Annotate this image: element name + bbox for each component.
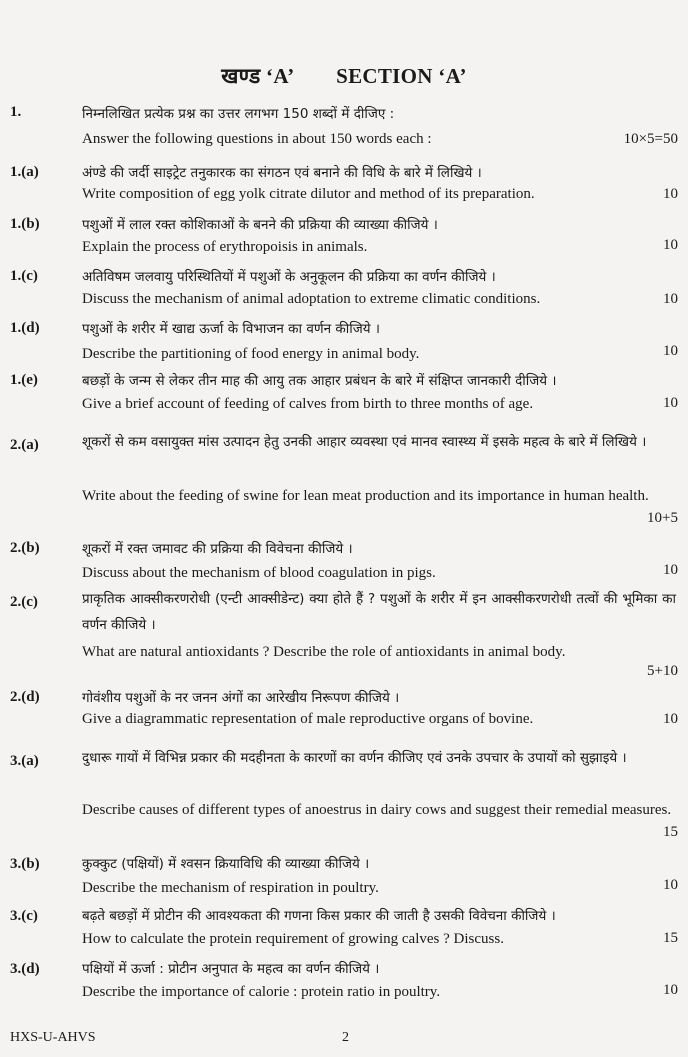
question-marks: 10: [663, 343, 678, 359]
question-marks: 10: [663, 711, 678, 727]
question-english: Give a brief account of feeding of calves from birth to three months of age.: [82, 396, 534, 412]
question-marks: 10: [663, 291, 678, 307]
paper-code: HXS-U-AHVS: [10, 1030, 96, 1045]
question-number: 2.(d): [10, 689, 40, 705]
question-number: 2.(b): [10, 540, 40, 556]
question-english: Explain the process of erythropoisis in animals.: [82, 239, 368, 255]
question-number: 3.(a): [10, 753, 39, 769]
question-number: 1.(a): [10, 164, 39, 180]
question-number: 3.(b): [10, 856, 40, 872]
page-number: 2: [342, 1030, 349, 1045]
question-english: Answer the following questions in about 150 words each :: [82, 131, 432, 147]
question-number: 1.(b): [10, 216, 40, 232]
question-number: 1.(c): [10, 268, 38, 284]
question-number: 3.(d): [10, 961, 40, 977]
question-marks: 10: [663, 186, 678, 202]
question-marks: 10: [663, 877, 678, 893]
question-english: What are natural antioxidants ? Describe the role of antioxidants in animal body.: [82, 644, 566, 660]
question-english: Write composition of egg yolk citrate dilutor and method of its preparation.: [82, 186, 535, 202]
question-marks: 15: [663, 930, 678, 946]
question-hindi: प्राकृतिक आक्सीकरणरोधी (एन्टी आक्सीडेन्ट) क्या होते हैं ? पशुओं के शरीर में इन आक्सीकरणरोधी तत्वों की भूमिका का वर्णन कीजिये ।: [82, 591, 676, 633]
question-marks: 10×5=50: [623, 131, 678, 147]
question-number: 1.: [10, 104, 22, 120]
question-hindi: दुधारू गायों में विभिन्न प्रकार की मदहीनता के कारणों का वर्णन कीजिए एवं उनके उपचार के उपायों को सुझाइये ।: [82, 750, 627, 766]
question-hindi: गोवंशीय पशुओं के नर जनन अंगों का आरेखीय निरूपण कीजिये ।: [82, 690, 400, 706]
question-marks: 10: [663, 562, 678, 578]
question-hindi: बछड़ों के जन्म से लेकर तीन माह की आयु तक आहार प्रबंधन के बारे में संक्षिप्त जानकारी दीजिये ।: [82, 373, 557, 389]
question-hindi: पक्षियों में ऊर्जा : प्रोटीन अनुपात के महत्व का वर्णन कीजिये ।: [82, 961, 380, 977]
section-heading-hindi: खण्ड ‘A’: [221, 64, 295, 88]
question-marks: 15: [663, 824, 678, 840]
question-hindi: पशुओं के शरीर में खाद्य ऊर्जा के विभाजन का वर्णन कीजिये ।: [82, 321, 380, 337]
question-marks: 10: [663, 395, 678, 411]
section-heading-english: SECTION ‘A’: [336, 64, 467, 88]
question-hindi: निम्नलिखित प्रत्येक प्रश्न का उत्तर लगभग 150 शब्दों में दीजिए :: [82, 106, 395, 122]
question-english: How to calculate the protein requirement of growing calves ? Discuss.: [82, 931, 504, 947]
question-hindi: अतिविषम जलवायु परिस्थितियों में पशुओं के अनुकूलन की प्रक्रिया का वर्णन कीजिये ।: [82, 269, 496, 285]
question-english: Write about the feeding of swine for lean meat production and its importance in human health.: [82, 488, 649, 504]
question-number: 2.(a): [10, 437, 39, 453]
question-marks: 10+5: [647, 510, 678, 526]
section-heading: [0, 62, 688, 90]
question-marks: 5+10: [647, 663, 678, 679]
question-english: Discuss the mechanism of animal adoptation to extreme climatic conditions.: [82, 291, 541, 307]
question-english: Describe the partitioning of food energy in animal body.: [82, 346, 420, 362]
question-number: 1.(d): [10, 320, 40, 336]
question-hindi: अंण्डे की जर्दी साइट्रेट तनुकारक का संगठन एवं बनाने की विधि के बारे में लिखिये ।: [82, 165, 482, 181]
question-number: 3.(c): [10, 908, 38, 924]
question-number: 1.(e): [10, 372, 38, 388]
question-english: Give a diagrammatic representation of male reproductive organs of bovine.: [82, 711, 534, 727]
question-hindi: शूकरों में रक्त जमावट की प्रक्रिया की विवेचना कीजिये ।: [82, 541, 353, 557]
question-english: Discuss about the mechanism of blood coagulation in pigs.: [82, 565, 436, 581]
question-english: Describe the mechanism of respiration in poultry.: [82, 880, 379, 896]
question-english: Describe causes of different types of anoestrus in dairy cows and suggest their remedial measures.: [82, 802, 672, 818]
question-hindi: शूकरों से कम वसायुक्त मांस उत्पादन हेतु उनकी आहार व्यवस्था एवं मानव स्वास्थ्य में इसके महत्व के बारे में लिखिये ।: [82, 434, 647, 450]
question-marks: 10: [663, 982, 678, 998]
question-hindi: कुक्कुट (पक्षियों) में श्वसन क्रियाविधि की व्याख्या कीजिये ।: [82, 856, 370, 872]
question-hindi: बढ़ते बछड़ों में प्रोटीन की आवश्यकता की गणना किस प्रकार की जाती है उसकी विवेचना कीजिये ।: [82, 908, 556, 924]
question-hindi: पशुओं में लाल रक्त कोशिकाओं के बनने की प्रक्रिया की व्याख्या कीजिये ।: [82, 217, 438, 233]
question-marks: 10: [663, 237, 678, 253]
question-english: Describe the importance of calorie : protein ratio in poultry.: [82, 984, 441, 1000]
question-number: 2.(c): [10, 594, 38, 610]
